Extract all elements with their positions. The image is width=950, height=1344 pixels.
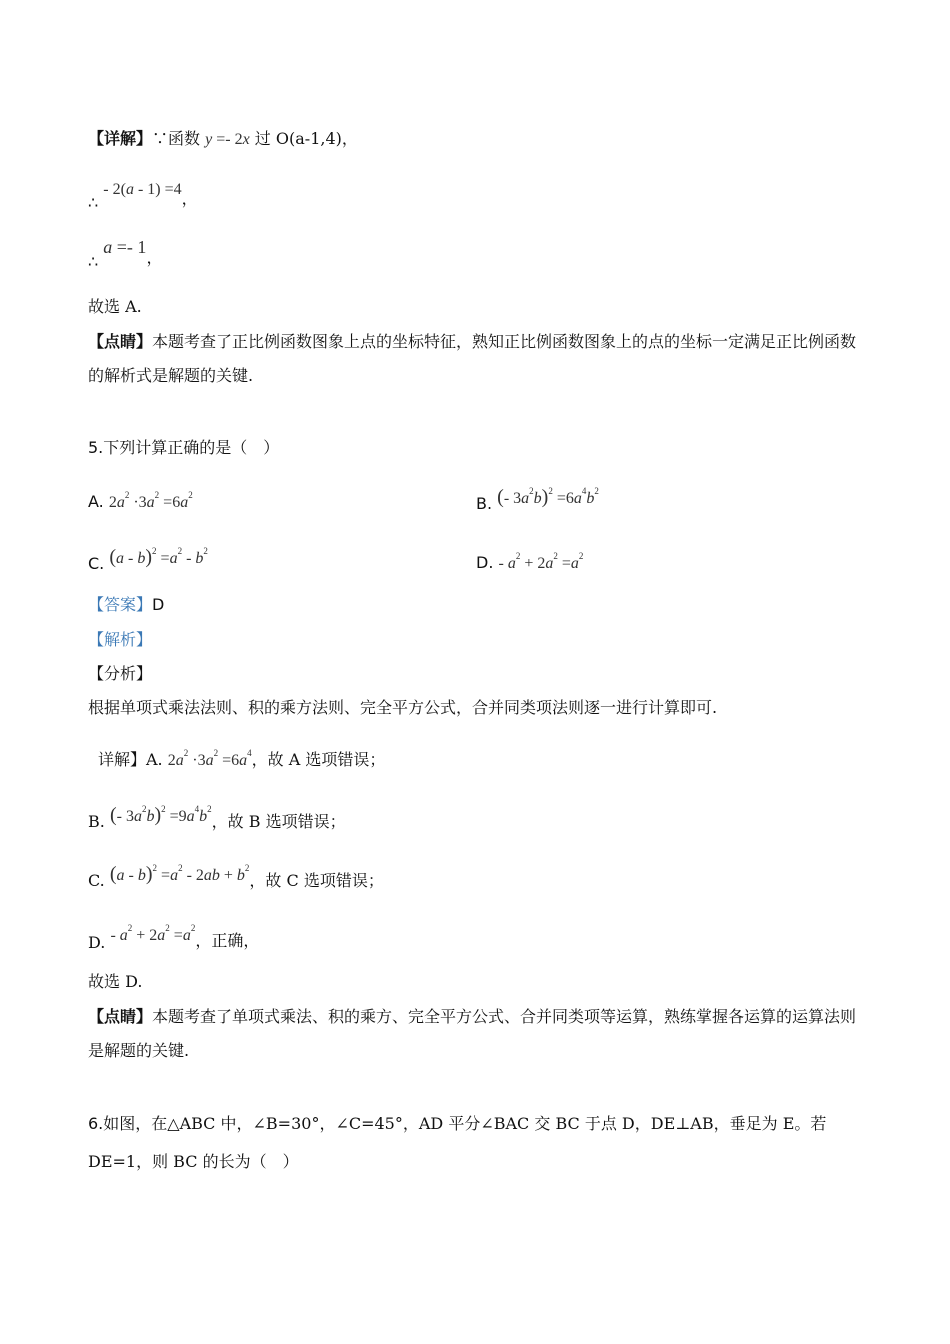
q5-detail-d (88, 917, 260, 952)
detail-text: ∵函数 (152, 129, 201, 148)
q6-stem-line2: DE=1，则 BC 的长为（ ） (88, 1152, 299, 1171)
analysis-label: 【解析】 (88, 630, 153, 649)
detail-label: 详解】A. (98, 750, 163, 769)
q4-detail-line (88, 128, 358, 151)
therefore-symbol: ∴ (88, 193, 99, 212)
option-letter: B. (476, 494, 493, 513)
q5-option-a (88, 484, 193, 514)
fenxi-text: 根据单项式乘法法则、积的乘方法则、完全平方公式，合并同类项法则逐一进行计算即可. (88, 698, 718, 717)
detail-tail: ，故 C 选项错误； (249, 871, 384, 890)
question-stem: 如图，在△ABC 中，∠B=30°，∠C=45°，AD 平分∠BAC 交 BC 于点 D，DE⊥AB，垂足为 E。若 (103, 1114, 827, 1133)
formula-step1: - 2(a - 1) =4 (103, 181, 182, 198)
q5-detail-c (88, 857, 384, 890)
q5-stem-line (88, 437, 279, 459)
detail-tail: ，故 B 选项错误； (211, 812, 346, 831)
detail-label: 【详解】 (88, 129, 153, 148)
option-letter: C. (88, 554, 105, 573)
q4-choose: 故选 A. (88, 297, 142, 316)
formula-y-eq-neg2x: y =- 2x (205, 131, 250, 148)
detail-formula: (- $3a^2b)^2 =9a^4b^2$ (109, 804, 212, 826)
comment-label: 【点睛】 (88, 332, 153, 351)
formula-step2: a =- 1 (103, 237, 147, 257)
detail-formula: $(a - b)^2 =a^2 - 2ab + b^2$ (109, 863, 250, 885)
option-letter: A. (88, 492, 104, 511)
question-number: 5. (88, 438, 104, 457)
option-formula: $2a^2 \cdot 3a^2 =6a^2$ (108, 490, 193, 511)
comment-text: 本题考查了正比例函数图象上点的坐标特征，熟知正比例函数图象上的点的坐标一定满足正比例函数的解析式是解题的关键. (88, 332, 857, 385)
q5-option-c (88, 540, 208, 573)
fenxi-label: 【分析】 (88, 664, 153, 683)
answer-label: 【答案】 (88, 595, 153, 614)
comment-label: 【点睛】 (88, 1007, 153, 1026)
q5-comment (88, 1000, 860, 1068)
option-formula: - $a^2 + 2a^2 =a^2$ (498, 551, 584, 572)
option-formula: (- $3a^2b)^2 =6a^4b^2$ (497, 486, 599, 508)
detail-formula: $2a^2 \cdot 3a^2 =6a^4$ (167, 748, 252, 769)
question-number: 6. (88, 1114, 104, 1133)
q5-detail-a (98, 742, 385, 772)
q4-comment (88, 325, 860, 393)
option-letter: D. (476, 553, 494, 572)
q6-stem-line1 (88, 1113, 826, 1135)
detail-formula: - $a^2 + 2a^2 =a^2$ (110, 923, 196, 944)
q5-answer-line (88, 594, 164, 616)
detail-label: B. (88, 812, 105, 831)
comment-text: 本题考查了单项式乘法、积的乘方、完全平方公式、合并同类项等运算，熟练掌握各运算的运算法则是解题的关键. (88, 1007, 857, 1060)
q5-option-d (476, 545, 583, 575)
q5-choose: 故选 D. (88, 972, 143, 991)
option-formula: $(a - b)^2 =a^2 - b^2$ (109, 546, 208, 568)
punct: ， (146, 248, 163, 267)
q4-step2 (88, 236, 163, 271)
detail-tail: ，正确， (195, 931, 260, 950)
question-stem: 下列计算正确的是（ ） (103, 438, 280, 457)
detail-label: C. (88, 871, 105, 890)
q5-detail-b (88, 798, 346, 831)
detail-label: D. (88, 933, 106, 952)
answer-value: D (152, 595, 165, 614)
detail-tail: ，故 A 选项错误； (251, 750, 386, 769)
q4-step1 (88, 178, 198, 212)
q5-option-b (476, 480, 599, 513)
detail-text: 过 O(a-1,4)， (254, 129, 358, 148)
punct: ， (181, 189, 198, 208)
therefore-symbol: ∴ (88, 252, 99, 271)
